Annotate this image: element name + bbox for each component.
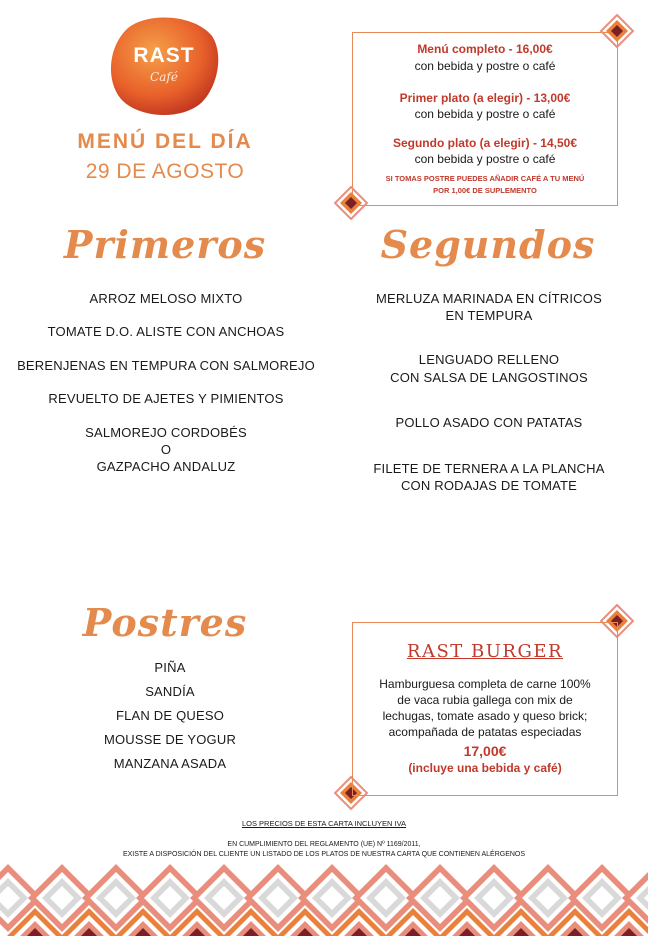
dish-item: CON RODAJAS DE TOMATE [400, 478, 578, 493]
diamond-pattern-border [0, 862, 648, 936]
burger-desc-line: Hamburguesa completa de carne 100% [379, 677, 591, 691]
price-detail: con bebida y postre o café [414, 107, 556, 121]
diamond-ornament-icon [600, 14, 634, 48]
dish-item: MERLUZA MARINADA EN CÍTRICOS [376, 291, 602, 306]
dish-item: GAZPACHO ANDALUZ [96, 459, 236, 474]
logo-subtitle: Café [150, 70, 178, 84]
dish-item: ARROZ MELOSO MIXTO [89, 291, 243, 306]
dish-item: POLLO ASADO CON PATATAS [395, 415, 583, 430]
supplement-note: SI TOMAS POSTRE PUEDES AÑADIR CAFÉ A TU MENÚ [385, 174, 585, 183]
burger-desc-line: lechugas, tomate asado y queso brick; [382, 709, 588, 723]
dessert-item: MANZANA ASADA [113, 756, 227, 771]
dish-item: LENGUADO RELLENO [418, 352, 560, 367]
menu-date: 29 DE AGOSTO [85, 160, 245, 183]
dessert-item: MOUSSE DE YOGUR [103, 732, 237, 747]
price-detail: con bebida y postre o café [414, 59, 556, 73]
dessert-item: PIÑA [154, 660, 186, 675]
burger-desc-line: de vaca rubia gallega con mix de [397, 693, 573, 707]
dessert-item: SANDÍA [145, 684, 195, 699]
burger-description [362, 676, 608, 740]
price-label: Menú completo - 16,00€ [417, 42, 553, 56]
allergen-notice-line: EN CUMPLIMIENTO DEL REGLAMENTO (UE) Nº 1169/2011, [227, 841, 421, 848]
supplement-note: POR 1,00€ DE SUPLEMENTO [433, 186, 537, 195]
dish-item: SALMOREJO CORDOBÉS [85, 425, 247, 440]
burger-title-text: RAST BURGER [406, 641, 564, 662]
allergen-notice [0, 840, 648, 860]
menu-title: MENÚ DEL DÍA [77, 130, 253, 153]
burger-price: 17,00€ [463, 743, 507, 759]
price-detail: con bebida y postre o café [414, 152, 556, 166]
burger-desc-line: acompañada de patatas especiadas [388, 725, 582, 739]
allergen-notice-line: EXISTE A DISPOSICIÓN DEL CLIENTE UN LISTADO DE LOS PLATOS DE NUESTRA CARTA QUE CONTIENEN ALÉRGENOS [122, 851, 526, 858]
dish-item: REVUELTO DE AJETES Y PIMIENTOS [48, 391, 284, 406]
logo-name: RAST [133, 44, 195, 67]
dessert-item: FLAN DE QUESO [115, 708, 225, 723]
dish-item: CON SALSA DE LANGOSTINOS [390, 370, 588, 385]
iva-notice: LOS PRECIOS DE ESTA CARTA INCLUYEN IVA [241, 819, 407, 828]
dish-item: EN TEMPURA [445, 308, 533, 323]
postres-heading: Postres [82, 600, 248, 645]
primeros-heading: Primeros [63, 222, 267, 267]
dish-item: TOMATE D.O. ALISTE CON ANCHOAS [47, 324, 285, 339]
price-label: Segundo plato (a elegir) - 14,50€ [392, 136, 578, 150]
diamond-ornament-icon [334, 186, 368, 220]
dish-item: O [160, 442, 172, 457]
price-label: Primer plato (a elegir) - 13,00€ [399, 91, 571, 105]
segundos-heading: Segundos [380, 222, 596, 267]
dish-item: BERENJENAS EN TEMPURA CON SALMOREJO [17, 358, 315, 373]
dish-item: FILETE DE TERNERA A LA PLANCHA [373, 461, 605, 476]
burger-title [352, 641, 618, 662]
burger-note: (incluye una bebida y café) [408, 761, 562, 775]
